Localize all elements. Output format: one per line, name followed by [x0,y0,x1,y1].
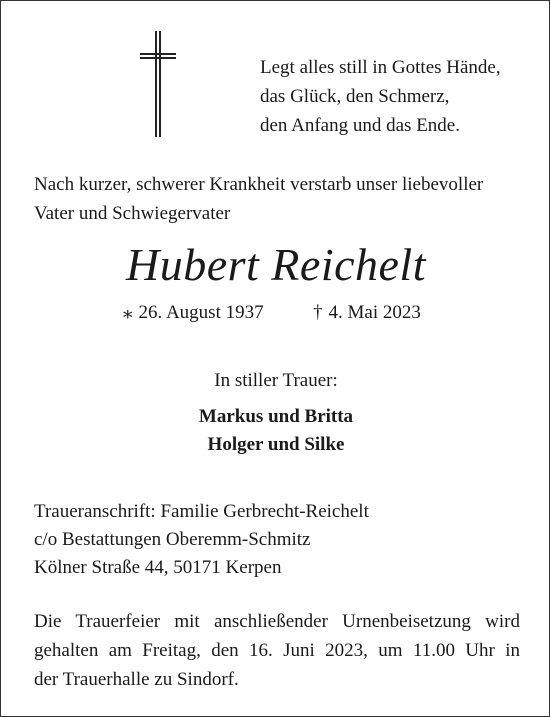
poem-line: den Anfang und das Ende. [260,115,460,136]
death-date-text: 4. Mai 2023 [328,302,421,323]
cross-icon [140,31,176,137]
intro-text [34,170,483,228]
address-line: c/o Bestattungen Oberemm-Schmitz [34,529,311,550]
death-dagger-icon: † [313,302,323,323]
address-line: Kölner Straße 44, 50171 Kerpen [34,557,282,578]
poem-line: das Glück, den Schmerz, [260,86,450,107]
address-line: Traueranschrift: Familie Gerbrecht-Reichelt [34,501,369,522]
intro-line: Vater und Schwiegervater [34,203,231,224]
poem-line: Legt alles still in Gottes Hände, [260,57,501,78]
mourners-heading: In stiller Trauer: [214,370,338,391]
intro-line: Nach kurzer, schwerer Krankheit verstarb unser liebevoller [34,174,484,195]
mourners-names [1,403,550,459]
mourning-address [34,498,369,582]
funeral-line: gehalten am Freitag, den 16. Juni 2023, um 11.00 Uhr in [34,640,520,661]
birth-star-icon: ⁎ [123,302,133,323]
death-date [313,300,421,326]
funeral-line: der Trauerhalle zu Sindorf. [34,669,239,690]
deceased-name: Hubert Reichelt [125,239,426,290]
funeral-line: Die Trauerfeier mit anschließender Urnenbeisetzung wird [34,611,520,632]
poem [260,53,501,140]
funeral-details [34,607,520,694]
birth-date [123,300,264,326]
mourner-name: Markus und Britta [198,406,354,427]
mourner-name: Holger und Silke [207,434,345,455]
birth-date-text: 26. August 1937 [138,302,264,323]
